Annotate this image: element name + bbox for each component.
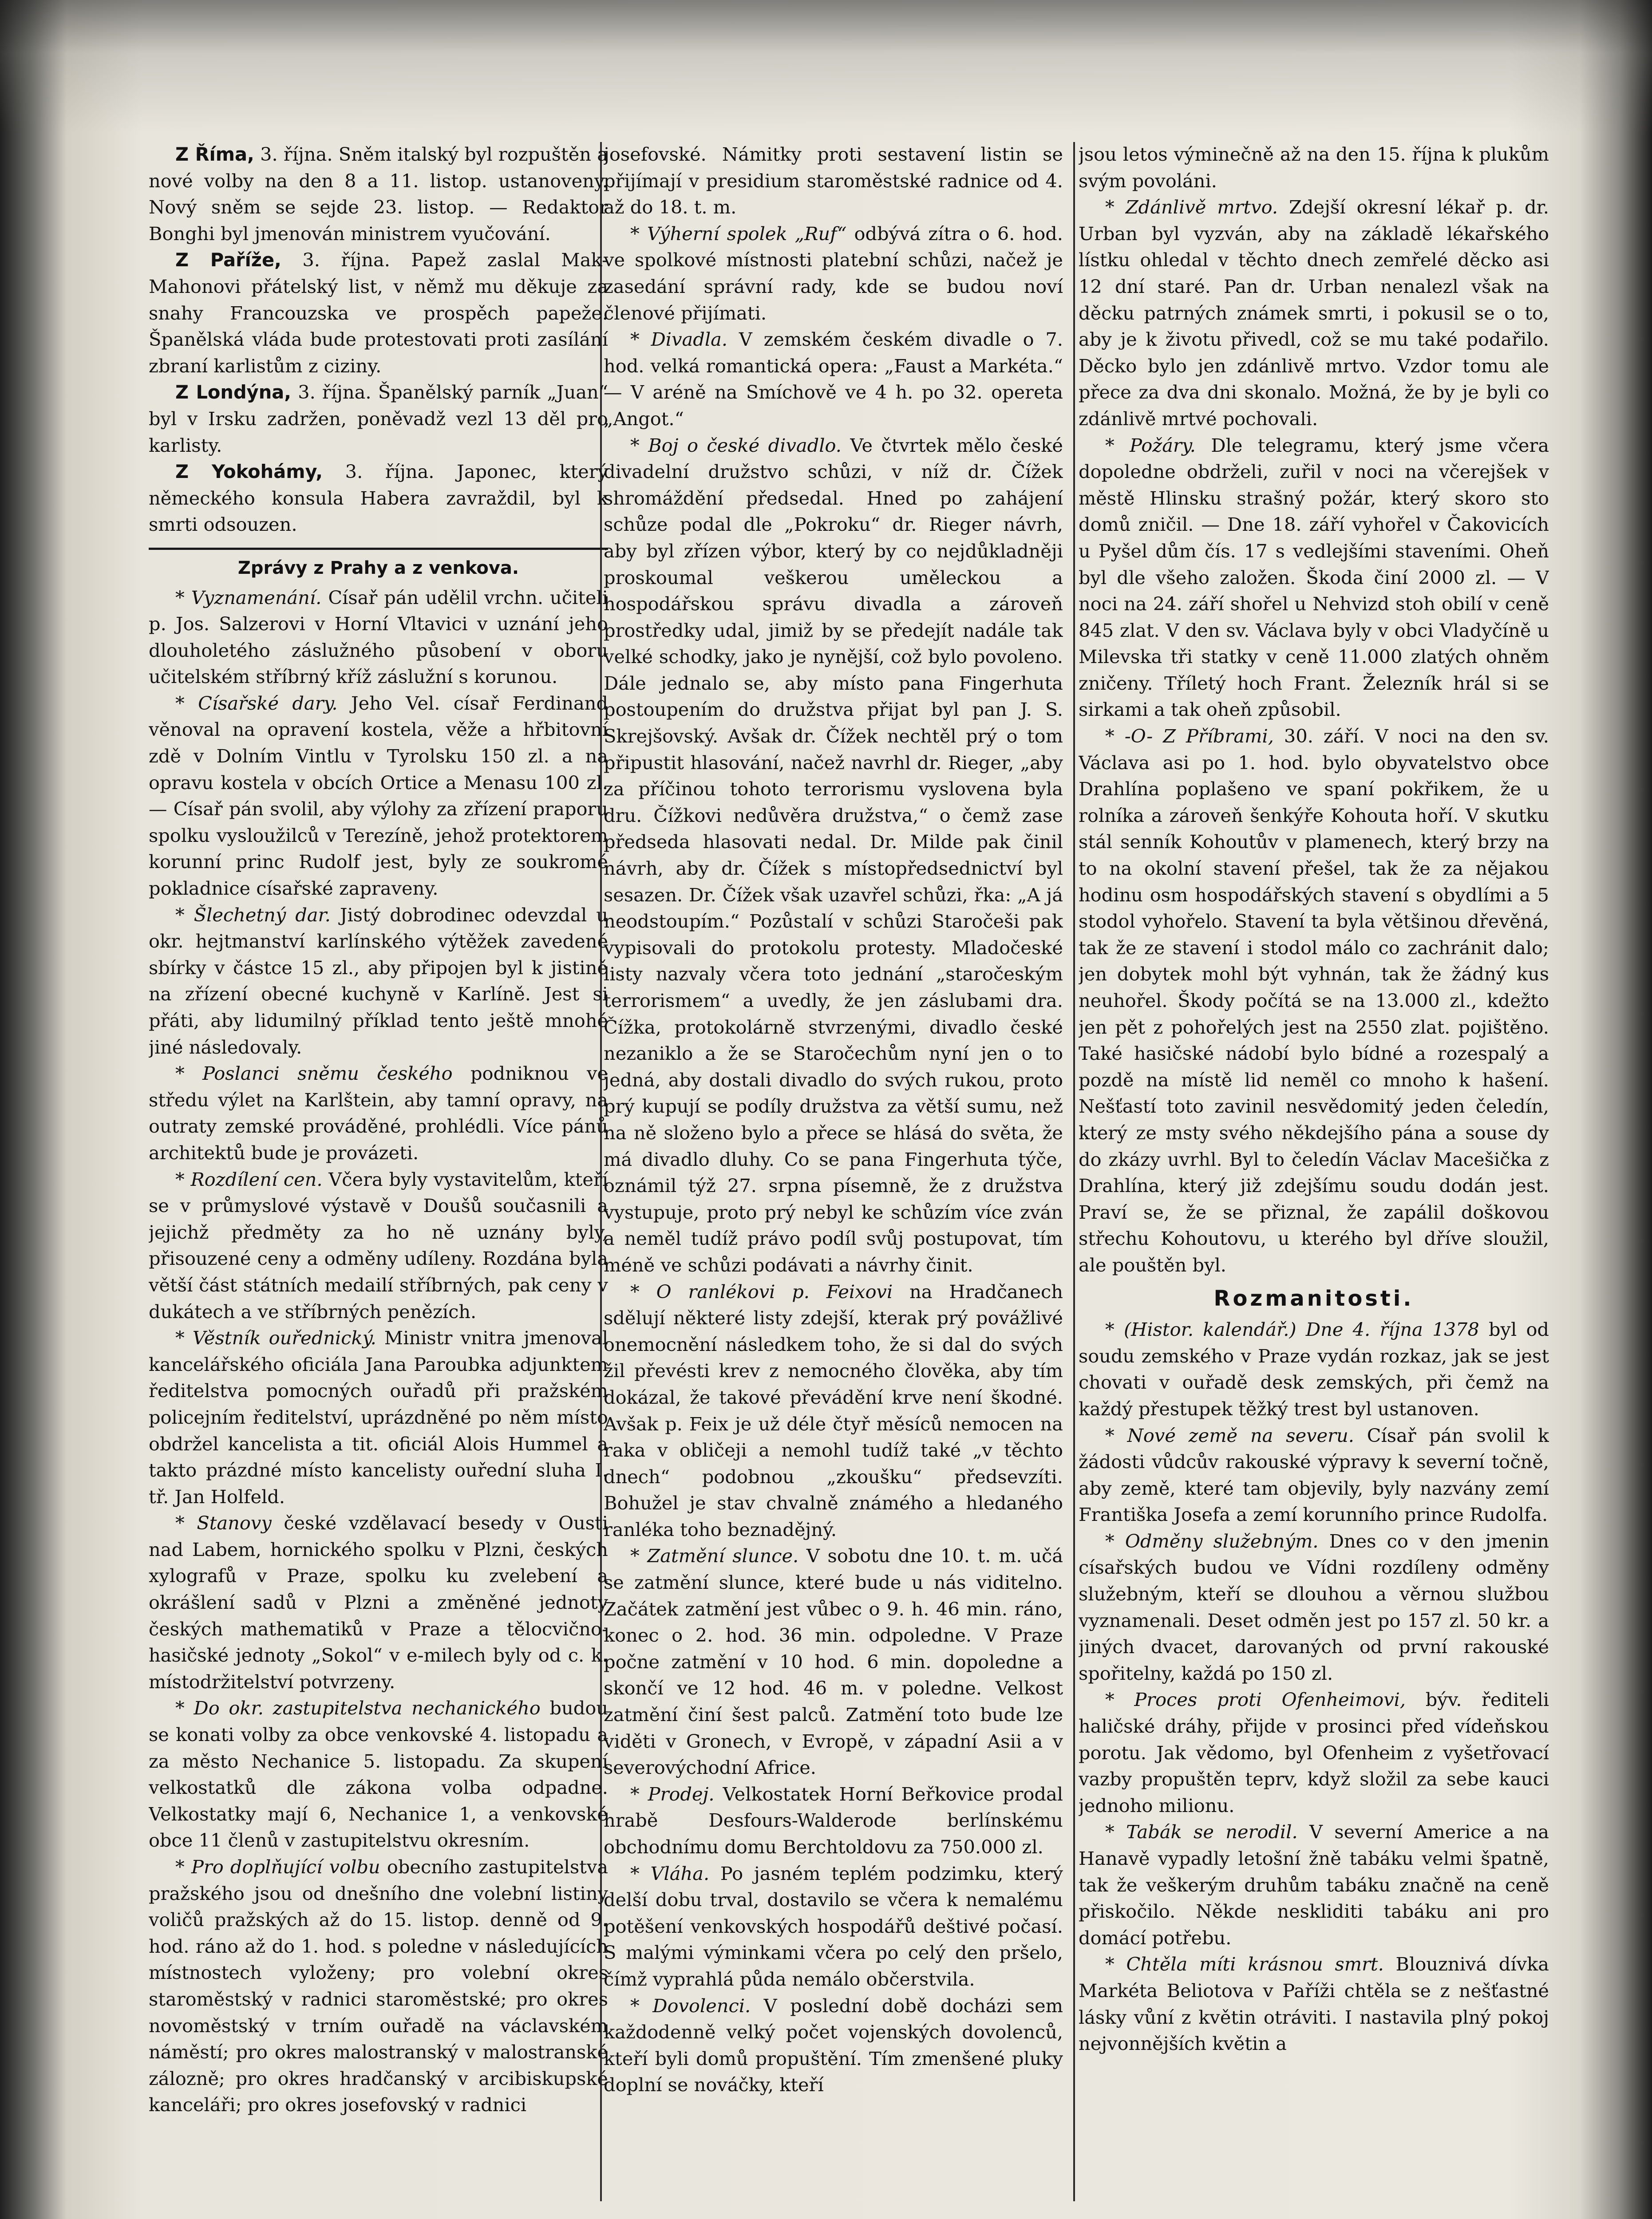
article-keyword: (Histor. kalendář.) Dne 4. října 1378 xyxy=(1123,1319,1479,1341)
article-keyword: Nové země na severu. xyxy=(1127,1424,1354,1446)
dateline: Z Londýna, xyxy=(175,381,292,403)
article-keyword: Poslanci sněmu českého xyxy=(202,1062,453,1085)
article-paragraph: * Poslanci sněmu českého podniknou ve středu výlet na Karlštein, aby tamní opravy, na outraty zemské prováděné, prohlédli. Více pánů architektů bude je provázeti. xyxy=(149,1062,608,1164)
article-paragraph: * Odměny služebným. Dnes co v den jmenin císařských budou ve Vídni rozdíleny odměny služebným, kteří se dlouhou a věrnou službou vyznamenali. Deset odměn jest po 157 zl. 50 kr. a jiných dvacet, darovaných od první rakouské spořitelny, každá po 150 zl. xyxy=(1079,1530,1549,1684)
article-keyword: Rozdílení cen. xyxy=(190,1168,323,1190)
article-text: byl od soudu zemského v Praze vydán rozkaz, jak se jest chovati v ouřadě desk zemských, při čemž na každý přestupek těžký trest byl ustanoven. xyxy=(1079,1319,1549,1420)
article-keyword: Do okr. zastupitelstva nechanického xyxy=(194,1697,541,1719)
article-keyword: Stanovy xyxy=(197,1512,272,1534)
article-paragraph: * Divadla. V zemském českém divadle o 7. hod. velká romantická opera: „Faust a Markéta.“ — V aréně na Smíchově ve 4 h. po 32. opereta „Angot.“ xyxy=(604,328,1063,430)
article-text: 3. října. Sněm italský byl rozpuštěn a nové volby na den 8 a 11. listop. ustanoveny. Nový sněm se sejde 23. listop. — Redaktor Bonghi byl jmenován ministrem vyučování. xyxy=(149,143,608,245)
article-text: 3. října. Papež zaslal Mak-Mahonovi přátelský list, v němž mu děkuje za snahy Francouzska ve prospěch papeže. Španělská vláda bude protestovati proti zasílání zbraní karlistům z ciziny. xyxy=(149,249,608,377)
article-keyword: Boj o české divadlo. xyxy=(648,434,842,456)
article-text: Zdejší okresní lékař p. dr. Urban byl vyzván, aby na základě lékařského lístku ohledal v těchto dnech zemřelé děcko asi 12 dní staré. Pan dr. Urban nenalezl však na děcku patrných známek smrti, i pokusil se o to, aby je k životu přivedl, což se mu také podařilo. Děcko bylo jen zdánlivě mrtvo. Vzdor tomu ale přece za dva dni skonalo. Možná, že by je byli co zdánlivě mrtvé pochovali. xyxy=(1079,196,1549,430)
article-keyword: Tabák se nerodil. xyxy=(1126,1821,1298,1843)
article-text: Ministr vnitra jmenoval kancelářského oficiála Jana Paroubka adjunktem ředitelstva pomocných ouřadů při pražském policejním ředitelství, uprázdněné po něm místo obdržel kancelista a tit. oficiál Alois Hummel a takto prázdné místo kancelisty ouřední sluha I. tř. Jan Holfeld. xyxy=(149,1327,608,1508)
article-paragraph: * Prodej. Velkostatek Horní Beřkovice prodal hrabě Desfours-Walderode berlínskému obchodnímu domu Berchtoldovu za 750.000 zl. xyxy=(604,1783,1063,1858)
article-paragraph: * Proces proti Ofenheimovi, býv. řediteli haličské dráhy, přijde v prosinci před vídeňskou porotu. Jak vědomo, byl Ofenheim z vyšetřovací vazby propuštěn teprv, když složil za sebe kauci jednoho milionu. xyxy=(1079,1689,1549,1816)
article-keyword: Prodej. xyxy=(648,1783,715,1805)
article-paragraph: * Nové země na severu. Císař pán svolil k žádosti vůdcův rakouské výpravy k severní točně, aby země, které tam objevily, byly nazvány zemí Františka Josefa a zemí korunního prince Rudolfa. xyxy=(1079,1424,1549,1526)
article-text: V poslední době docházi sem každodenně velký počet vojenských dovolenců, kteří byli domů propuštění. Tím zmenšené pluky doplní se nováčky, kteří xyxy=(604,1994,1063,2096)
article-keyword: Odměny služebným. xyxy=(1125,1530,1319,1552)
article-paragraph: * Rozdílení cen. Včera byly vystavitelům, kteří se v průmyslové výstavě v Doušů současnili a jejichž předměty za ho ně uznány byly, přisouzené ceny a odměny udíleny. Rozdána byla větší část státních medailí stříbrných, pak ceny v dukátech a ve stříbrných penězích. xyxy=(149,1168,608,1323)
article-text: V sobotu dne 10. t. m. učá se zatmění slunce, které bude u nás viditelno. Začátek zatmění jest vůbec o 9. h. 46 min. ráno, konec o 2. hod. 36 min. odpoledne. V Praze počne zatmění v 10 hod. 6 min. dopoledne a skončí ve 12 hod. 46 m. v poledne. Velkost zatmění činí šest palců. Zatmění toto bude lze viděti v Gronech, v Evropě, v západní Asii a v severovýchodní Africe. xyxy=(604,1545,1063,1779)
article-continuation xyxy=(604,141,1063,221)
article-keyword: Divadla. xyxy=(651,328,728,351)
article-paragraph: * Zdánlivě mrtvo. Zdejší okresní lékař p. dr. Urban byl vyzván, aby na základě lékařského lístku ohledal v těchto dnech zemřelé děcko asi 12 dní staré. Pan dr. Urban nenalezl však na děcku patrných známek smrti, i pokusil se o to, aby je k životu přivedl, což se mu také podařilo. Děcko bylo jen zdánlivě mrtvo. Vzdor tomu ale přece za dva dni skonalo. Možná, že by je byli co zdánlivě mrtvé pochovali. xyxy=(1079,196,1549,430)
article-paragraph: * Šlechetný dar. Jistý dobrodinec odevzdal u okr. hejtmanství karlínského výtěžek zavedené sbírky v částce 15 zl., aby připojen byl k jistině na zřízení obecné kuchyně v Karlíně. Jest si přáti, aby lidumilný příklad tento ještě mnohé jiné následovaly. xyxy=(149,904,608,1058)
article-keyword: Výherní spolek „Ruf“ xyxy=(647,222,847,245)
article-text: obecního zastupitelstva pražského jsou od dnešního dne volební listiny voličů pražských až do 15. listop. denně od 9. hod. ráno až do 1. hod. s poledne v následujících místnostech vyloženy; pro volební okres staroměstský v radnici staroměstské; pro okres novoměstský v trním ouřadě na václavském náměstí; pro okres malostranský v malostranské zálozně; pro okres hradčanský v arcibiskupské kanceláři; pro okres josefovský v radnici xyxy=(149,1856,608,2116)
column-rule xyxy=(1073,142,1075,2201)
article-keyword: -O- Z Příbrami, xyxy=(1124,725,1274,747)
article-keyword: Vláha. xyxy=(650,1862,710,1884)
article-paragraph: * Zatmění slunce. V sobotu dne 10. t. m. učá se zatmění slunce, které bude u nás viditelno. Začátek zatmění jest vůbec o 9. h. 46 min. ráno, konec o 2. hod. 36 min. odpoledne. V Praze počne zatmění v 10 hod. 6 min. dopoledne a skončí ve 12 hod. 46 m. v poledne. Velkost zatmění činí šest palců. Zatmění toto bude lze viděti v Gronech, v Evropě, v západní Asii a v severovýchodní Africe. xyxy=(604,1545,1063,1779)
article-paragraph: * -O- Z Příbrami, 30. září. V noci na den sv. Václava asi po 1. hod. bylo obyvatelstvo obce Drahlína poplašeno ve spaní pokřikem, že u rolníka a zároveň šenkýře Kohouta hoří. V skutku stál senník Kohoutův v plamenech, který brzy na to na okolní stavení přešel, tak že za nějakou hodinu osm hospodářských stavení s obydlími a 5 stodol vyhořelo. Stavení ta byla většinou dřevěná, tak že ze stavení i stodol málo co zachránit dalo; jen dobytek mohl být vyhnán, tak že žádný kus neuhořel. Škody počítá se na 13.000 zl., kdežto jen pět z pohořelých jest na 2550 zlat. pojištěno. Také hasičské nádobí bylo bídné a rozespalý a pozdě na místě lid neměl co mnoho k hašení. Nešťastí toto zavinil nesvědomitý jeden čeledín, který ze msty svého někdejšího pána a souse dy do zkázy uvrhl. Byl to čeledín Václav Macešička z Drahlína, který již zdejšímu soudu dodán jest. Praví se, že se přiznal, že zapálil doškovou střechu Kohoutovu, u kterého byl dříve sloužil, ale pouštěn byl. xyxy=(1079,725,1549,1276)
article-keyword: Vyznamenání. xyxy=(191,586,322,608)
article-paragraph xyxy=(149,247,608,379)
article-text: Včera byly vystavitelům, kteří se v průmyslové výstavě v Doušů současnili a jejichž předměty za ho ně uznány byly, přisouzené ceny a odměny udíleny. Rozdána byla větší část státních medailí stříbrných, pak ceny v dukátech a ve stříbrných penězích. xyxy=(149,1168,608,1323)
article-text: Blouznivá dívka Markéta Beliotova v Paříži chtěla se z nešťastné lásky vůní z květin otráviti. I nastavila plný pokoj nejvonnějších květin a xyxy=(1079,1953,1549,2055)
dateline: Z Yokohámy, xyxy=(175,461,323,483)
article-paragraph xyxy=(149,458,608,538)
article-text: 3. října. Španělský parník „Juan“ byl v Irsku zadržen, poněvadž vezl 13 děl pro karlisty. xyxy=(149,381,608,456)
article-paragraph: * Tabák se nerodil. V severní Americe a na Hanavě vypadly letošní žně tabáku velmi špatně, tak že veškerým druhům tabáku značně na ceně přiskočilo. Někde neskliditi tabáku ani pro domácí potřebu. xyxy=(1079,1821,1549,1949)
article-paragraph: * Dovolenci. V poslední době docházi sem každodenně velký počet vojenských dovolenců, kteří byli domů propuštění. Tím zmenšené pluky doplní se nováčky, kteří xyxy=(604,1994,1063,2096)
article-paragraph: * Stanovy české vzdělavací besedy v Ousti nad Labem, hornického spolku v Plzni, českých xylografů v Praze, spolku ku zvelebení a okrášlení sadů v Plzni a změněné jednoty českých mathematiků v Praze a tělocvično-hasičské jednoty „Sokol“ v e-milech byly od c. k. místodržitelství potvrzeny. xyxy=(149,1512,608,1693)
article-text: Dle telegramu, který jsme včera dopoledne obdrželi, zuřil v noci na včerejšek v městě Hlinsku strašný požár, který skoro sto domů zničil. — Dne 18. září vyhořel v Čakovicích u Pyšel dům čís. 17 s vedlejšími staveními. Oheň byl dle všeho založen. Škoda činí 2000 zl. — V noci na 24. září shořel u Nehvizd stoh obilí v ceně 845 zlat. V den sv. Václava byly v obci Vladyčíně u Milevska tři statky v ceně 11.000 zlatých ohněm zničeny. Tříletý hoch Frant. Železník hrál si se sirkami a tak oheň způsobil. xyxy=(1079,434,1549,721)
article-text: 3. října. Japonec, který německého konsula Habera zavraždil, byl k smrti odsouzen. xyxy=(149,461,608,536)
article-text: Velkostatek Horní Beřkovice prodal hrabě Desfours-Walderode berlínskému obchodnímu domu Berchtoldovu za 750.000 zl. xyxy=(604,1783,1063,1858)
article-keyword: Šlechetný dar. xyxy=(194,904,331,926)
article-text: Jeho Vel. císař Ferdinand věnoval na opravení kostela, věže a hřbitovní zdě v Dolním Vintlu v Tyrolsku 150 zl. a na opravu kostela v obcích Ortice a Menasu 100 zl. — Císař pán svolil, aby výlohy za zřízení praporu spolku vysloužilců v Terezíně, jehož protektorem korunní princ Rudolf jest, byly ze soukromé pokladnice císařské zapraveny. xyxy=(149,692,608,900)
article-keyword: Věstník ouřednický. xyxy=(192,1327,376,1349)
section-heading: Rozmanitosti. xyxy=(1213,1286,1414,1311)
article-text: Ve čtvrtek mělo české divadelní družstvo schůzi, v níž dr. Čížek shromáždění předsedal. Hned po zahájení schůze podal dle „Pokroku“ dr. Rieger návrh, aby byl zřízen výbor, který by co nejdůkladněji proskoumal veškerou uměleckou a hospodářskou správu divadla a zároveň prostředky udal, jimiž by se předejít nadále tak velké schodky, jako je nynější, což bylo povoleno. Dále jednalo se, aby místo pana Fingerhuta postoupením do družstva přijat byl pan J. S. Skrejšovský. Avšak dr. Čížek nechtěl prý o tom připustit hlasování, načež navrhl dr. Rieger, „aby za příčinou tohoto terrorismu vyslovena byla dru. Čížkovi nedůvěra družstva,“ o čemž zase předseda hlasovati nedal. Dr. Milde pak činil návrh, aby dr. Čížek s místopředsednictví byl sesazen. Dr. Čížek však uzavřel schůzi, řka: „A já neodstoupím.“ Pozůstalí v schůzi Staročeši pak vypisovali do protokolu protesty. Mladočeské listy nazvaly včera toto jednání „staročeským terrorismem“ a uvedly, že jen záslubami dra. Čížka, protokolárně stvrzenými, divadlo české nezaniklo a že se Staročechům nyní jen o to jedná, aby dostali divadlo do svých rukou, proto prý kupují se podíly družstva za větší sumu, než na ně složeno bylo a přece se hlásá do světa, že má divadlo dluhy. Co se pana Fingerhuta týče, oznámil týž 27. srpna písemně, že z družstva vystupuje, proto prý nebyl ke schůzím více zván a neměl tudíž právo podíl svůj postupovat, tím méně ve schůzi podávati a návrhy činit. xyxy=(604,434,1063,1276)
article-paragraph: * Vyznamenání. Císař pán udělil vrchn. učiteli p. Jos. Salzerovi v Horní Vltavici v uznání jeho dlouholetého záslužného působení v oboru učitelském stříbrný kříž záslužní s korunou. xyxy=(149,586,608,688)
article-paragraph: * Výherní spolek „Ruf“ odbývá zítra o 6. hod. ve spolkové místnosti platební schůzi, načež je zasedání správní rady, kde se budou noví členové přijímati. xyxy=(604,222,1063,324)
article-keyword: Zatmění slunce. xyxy=(647,1545,799,1567)
dateline: Z Paříže, xyxy=(175,249,281,271)
article-text: Císař pán svolil k žádosti vůdcův rakouské výpravy k severní točně, aby země, které tam objevily, byly nazvány zemí Františka Josefa a zemí korunního prince Rudolfa. xyxy=(1079,1424,1549,1526)
article-keyword: Chtěla míti krásnou smrt. xyxy=(1126,1953,1384,1975)
article-text: Dnes co v den jmenin císařských budou ve Vídni rozdíleny odměny služebným, kteří se dlouhou a věrnou službou vyznamenali. Deset odměn jest po 157 zl. 50 kr. a jiných dvacet, darovaných od první rakouské spořitelny, každá po 150 zl. xyxy=(1079,1530,1549,1684)
article-text: na Hradčanech sdělují některé listy zdejší, kterak prý povážlivé onemocnění následkem toho, že si dal do svých žil převésti krev z nemocného člověka, aby tím dokázal, že takové převádění krve není škodné. Avšak p. Feix je už déle čtyř měsíců nemocen na raka v obličeji a nemohl tudíž také „v těchto dnech“ podobnou „zkoušku“ předsevzíti. Bohužel je stav chvalně známého a hledaného ranlékа toho beznadějný. xyxy=(604,1280,1063,1540)
section-heading: Zprávy z Prahy a z venkova. xyxy=(237,557,519,578)
scan-shadow xyxy=(0,0,1652,133)
dateline: Z Říma, xyxy=(175,143,254,165)
article-keyword: Pro doplňující volbu xyxy=(191,1856,380,1878)
text-column-2 xyxy=(604,141,1063,2200)
article-text: české vzdělavací besedy v Ousti nad Labem, hornického spolku v Plzni, českých xylografů v Praze, spolku ku zvelebení a okrášlení sadů v Plzni a změněné jednoty českých mathematiků v Praze a tělocvično-hasičské jednoty „Sokol“ v e-milech byly od c. k. místodržitelství potvrzeny. xyxy=(149,1512,608,1693)
article-keyword: Požáry. xyxy=(1130,434,1196,456)
article-text: jsou letos výminečně až na den 15. října k plukům svým povoláni. xyxy=(1079,143,1549,192)
article-paragraph: * Vláha. Po jasném teplém podzimku, který delší dobu trval, dostavilo se včera k nemalému potěšení venkovských hospodářů deštivé počasí. S malými výminkami včera po celý den pršelo, čímž vyprahlá půda nemálo občerstvila. xyxy=(604,1862,1063,1990)
article-text: V severní Americe a na Hanavě vypadly letošní žně tabáku velmi špatně, tak že veškerým druhům tabáku značně na ceně přiskočilo. Někde neskliditi tabáku ani pro domácí potřebu. xyxy=(1079,1821,1549,1949)
article-text: Po jasném teplém podzimku, který delší dobu trval, dostavilo se včera k nemalému potěšení venkovských hospodářů deštivé počasí. S malými výminkami včera po celý den pršelo, čímž vyprahlá půda nemálo občerstvila. xyxy=(604,1862,1063,1990)
article-keyword: Proces proti Ofenheimovi, xyxy=(1134,1689,1406,1711)
article-paragraph: * Chtěla míti krásnou smrt. Blouznivá dívka Markéta Beliotova v Paříži chtěla se z nešťastné lásky vůní z květin otráviti. I nastavila plný pokoj nejvonnějších květin a xyxy=(1079,1953,1549,2055)
article-text: V zemském českém divadle o 7. hod. velká romantická opera: „Faust a Markéta.“ — V aréně na Smíchově ve 4 h. po 32. opereta „Angot.“ xyxy=(604,328,1063,430)
article-text: 30. září. V noci na den sv. Václava asi po 1. hod. bylo obyvatelstvo obce Drahlína poplašeno ve spaní pokřikem, že u rolníka a zároveň šenkýře Kohouta hoří. V skutku stál senník Kohoutův v plamenech, který brzy na to na okolní stavení přešel, tak že za nějakou hodinu osm hospodářských stavení s obydlími a 5 stodol vyhořelo. Stavení ta byla většinou dřevěná, tak že ze stavení i stodol málo co zachránit dalo; jen dobytek mohl být vyhnán, tak že žádný kus neuhořel. Škody počítá se na 13.000 zl., kdežto jen pět z pohořelých jest na 2550 zlat. pojištěno. Také hasičské nádobí bylo bídné a rozespalý a pozdě na místě lid neměl co mnoho k hašení. Nešťastí toto zavinil nesvědomitý jeden čeledín, který ze msty svého někdejšího pána a souse dy do zkázy uvrhl. Byl to čeledín Václav Macešička z Drahlína, který již zdejšímu soudu dodán jest. Praví se, že se přiznal, že zapálil doškovou střechu Kohoutovu, u kterého byl dříve sloužil, ale pouštěn byl. xyxy=(1079,725,1549,1276)
text-column-1 xyxy=(149,141,608,2200)
article-paragraph: * Do okr. zastupitelstva nechanického budou se konati volby za obce venkovské 4. listopadu a za město Nechanice 5. listopadu. Za skupení velkostatků dle zákona volba odpadne. Velkostatky mají 6, Nechanice 1, a venkovské obce 11 členů v zastupitelstvu okresním. xyxy=(149,1697,608,1852)
article-text: býv. řediteli haličské dráhy, přijde v prosinci před vídeňskou porotu. Jak vědomo, byl Ofenheim z vyšetřovací vazby propuštěn teprv, když složil za sebe kauci jednoho milionu. xyxy=(1079,1689,1549,1816)
article-text: podniknou ve středu výlet na Karlštein, aby tamní opravy, na outraty zemské prováděné, prohlédli. Více pánů architektů bude je provázeti. xyxy=(149,1062,608,1164)
article-text: Císař pán udělil vrchn. učiteli p. Jos. Salzerovi v Horní Vltavici v uznání jeho dlouholetého záslužného působení v oboru učitelském stříbrný kříž záslužní s korunou. xyxy=(149,586,608,688)
article-paragraph: * Požáry. Dle telegramu, který jsme včera dopoledne obdrželi, zuřil v noci na včerejšek v městě Hlinsku strašný požár, který skoro sto domů zničil. — Dne 18. září vyhořel v Čakovicích u Pyšel dům čís. 17 s vedlejšími staveními. Oheň byl dle všeho založen. Škoda činí 2000 zl. — V noci na 24. září shořel u Nehvizd stoh obilí v ceně 845 zlat. V den sv. Václava byly v obci Vladyčíně u Milevska tři statky v ceně 11.000 zlatých ohněm zničeny. Tříletý hoch Frant. Železník hrál si se sirkami a tak oheň způsobil. xyxy=(1079,434,1549,721)
article-keyword: Zdánlivě mrtvo. xyxy=(1125,196,1278,218)
article-keyword: O ranlékovi p. Feixovi xyxy=(656,1280,893,1303)
text-column-3 xyxy=(1079,141,1549,2200)
article-text: odbývá zítra o 6. hod. ve spolkové místnosti platební schůzi, načež je zasedání správní rady, kde se budou noví členové přijímati. xyxy=(604,222,1063,324)
article-keyword: Císařské dary. xyxy=(198,692,338,714)
article-paragraph: * Věstník ouřednický. Ministr vnitra jmenoval kancelářského oficiála Jana Paroubka adjunktem ředitelstva pomocných ouřadů při pražském policejním ředitelství, uprázdněné po něm místo obdržel kancelista a tit. oficiál Alois Hummel a takto prázdné místo kancelisty ouřední sluha I. tř. Jan Holfeld. xyxy=(149,1327,608,1508)
article-paragraph: * O ranlékovi p. Feixovi na Hradčanech sdělují některé listy zdejší, kterak prý povážlivé onemocnění následkem toho, že si dal do svých žil převésti krev z nemocného člověka, aby tím dokázal, že takové převádění krve není škodné. Avšak p. Feix je už déle čtyř měsíců nemocen na raka v obličeji a nemohl tudíž také „v těchto dnech“ podobnou „zkoušku“ předsevzíti. Bohužel je stav chvalně známého a hledaného ranlékа toho beznadějný. xyxy=(604,1280,1063,1540)
article-text: josefovské. Námitky proti sestavení listin se přijímají v presidium staroměstské radnice od 4. až do 18. t. m. xyxy=(604,143,1063,218)
article-paragraph xyxy=(149,141,608,247)
article-paragraph xyxy=(149,379,608,458)
article-paragraph: * Pro doplňující volbu obecního zastupitelstva pražského jsou od dnešního dne volební listiny voličů pražských až do 15. listop. denně od 9. hod. ráno až do 1. hod. s poledne v následujících místnostech vyloženy; pro volební okres staroměstský v radnici staroměstské; pro okres novoměstský v trním ouřadě na václavském náměstí; pro okres malostranský v malostranské zálozně; pro okres hradčanský v arcibiskupské kanceláři; pro okres josefovský v radnici xyxy=(149,1856,608,2116)
article-keyword: Dovolenci. xyxy=(652,1994,751,2017)
article-paragraph: * (Histor. kalendář.) Dne 4. října 1378 byl od soudu zemského v Praze vydán rozkaz, jak se jest chovati v ouřadě desk zemských, při čemž na každý přestupek těžký trest byl ustanoven. xyxy=(1079,1319,1549,1420)
section-rule xyxy=(149,548,608,550)
article-text: budou se konati volby za obce venkovské 4. listopadu a za město Nechanice 5. listopadu. Za skupení velkostatků dle zákona volba odpadne. Velkostatky mají 6, Nechanice 1, a venkovské obce 11 členů v zastupitelstvu okresním. xyxy=(149,1697,608,1852)
article-text: Jistý dobrodinec odevzdal u okr. hejtmanství karlínského výtěžek zavedené sbírky v částce 15 zl., aby připojen byl k jistině na zřízení obecné kuchyně v Karlíně. Jest si přáti, aby lidumilný příklad tento ještě mnohé jiné následovaly. xyxy=(149,904,608,1058)
article-paragraph: * Boj o české divadlo. Ve čtvrtek mělo české divadelní družstvo schůzi, v níž dr. Čížek shromáždění předsedal. Hned po zahájení schůze podal dle „Pokroku“ dr. Rieger návrh, aby byl zřízen výbor, který by co nejdůkladněji proskoumal veškerou uměleckou a hospodářskou správu divadla a zároveň prostředky udal, jimiž by se předejít nadále tak velké schodky, jako je nynější, což bylo povoleno. Dále jednalo se, aby místo pana Fingerhuta postoupením do družstva přijat byl pan J. S. Skrejšovský. Avšak dr. Čížek nechtěl prý o tom připustit hlasování, načež navrhl dr. Rieger, „aby za příčinou tohoto terrorismu vyslovena byla dru. Čížkovi nedůvěra družstva,“ o čemž zase předseda hlasovati nedal. Dr. Milde pak činil návrh, aby dr. Čížek s místopředsednictví byl sesazen. Dr. Čížek však uzavřel schůzi, řka: „A já neodstoupím.“ Pozůstalí v schůzi Staročeši pak vypisovali do protokolu protesty. Mladočeské listy nazvaly včera toto jednání „staročeským terrorismem“ a uvedly, že jen záslubami dra. Čížka, protokolárně stvrzenými, divadlo české nezaniklo a že se Staročechům nyní jen o to jedná, aby dostali divadlo do svých rukou, proto prý kupují se podíly družstva za větší sumu, než na ně složeno bylo a přece se hlásá do světa, že má divadlo dluhy. Co se pana Fingerhuta týče, oznámil týž 27. srpna písemně, že z družstva vystupuje, proto prý nebyl ke schůzím více zván a neměl tudíž právo podíl svůj postupovat, tím méně ve schůzi podávati a návrhy činit. xyxy=(604,434,1063,1276)
article-paragraph: * Císařské dary. Jeho Vel. císař Ferdinand věnoval na opravení kostela, věže a hřbitovní zdě v Dolním Vintlu v Tyrolsku 150 zl. a na opravu kostela v obcích Ortice a Menasu 100 zl. — Císař pán svolil, aby výlohy za zřízení praporu spolku vysloužilců v Terezíně, jehož protektorem korunní princ Rudolf jest, byly ze soukromé pokladnice císařské zapraveny. xyxy=(149,692,608,900)
article-continuation xyxy=(1079,141,1549,194)
